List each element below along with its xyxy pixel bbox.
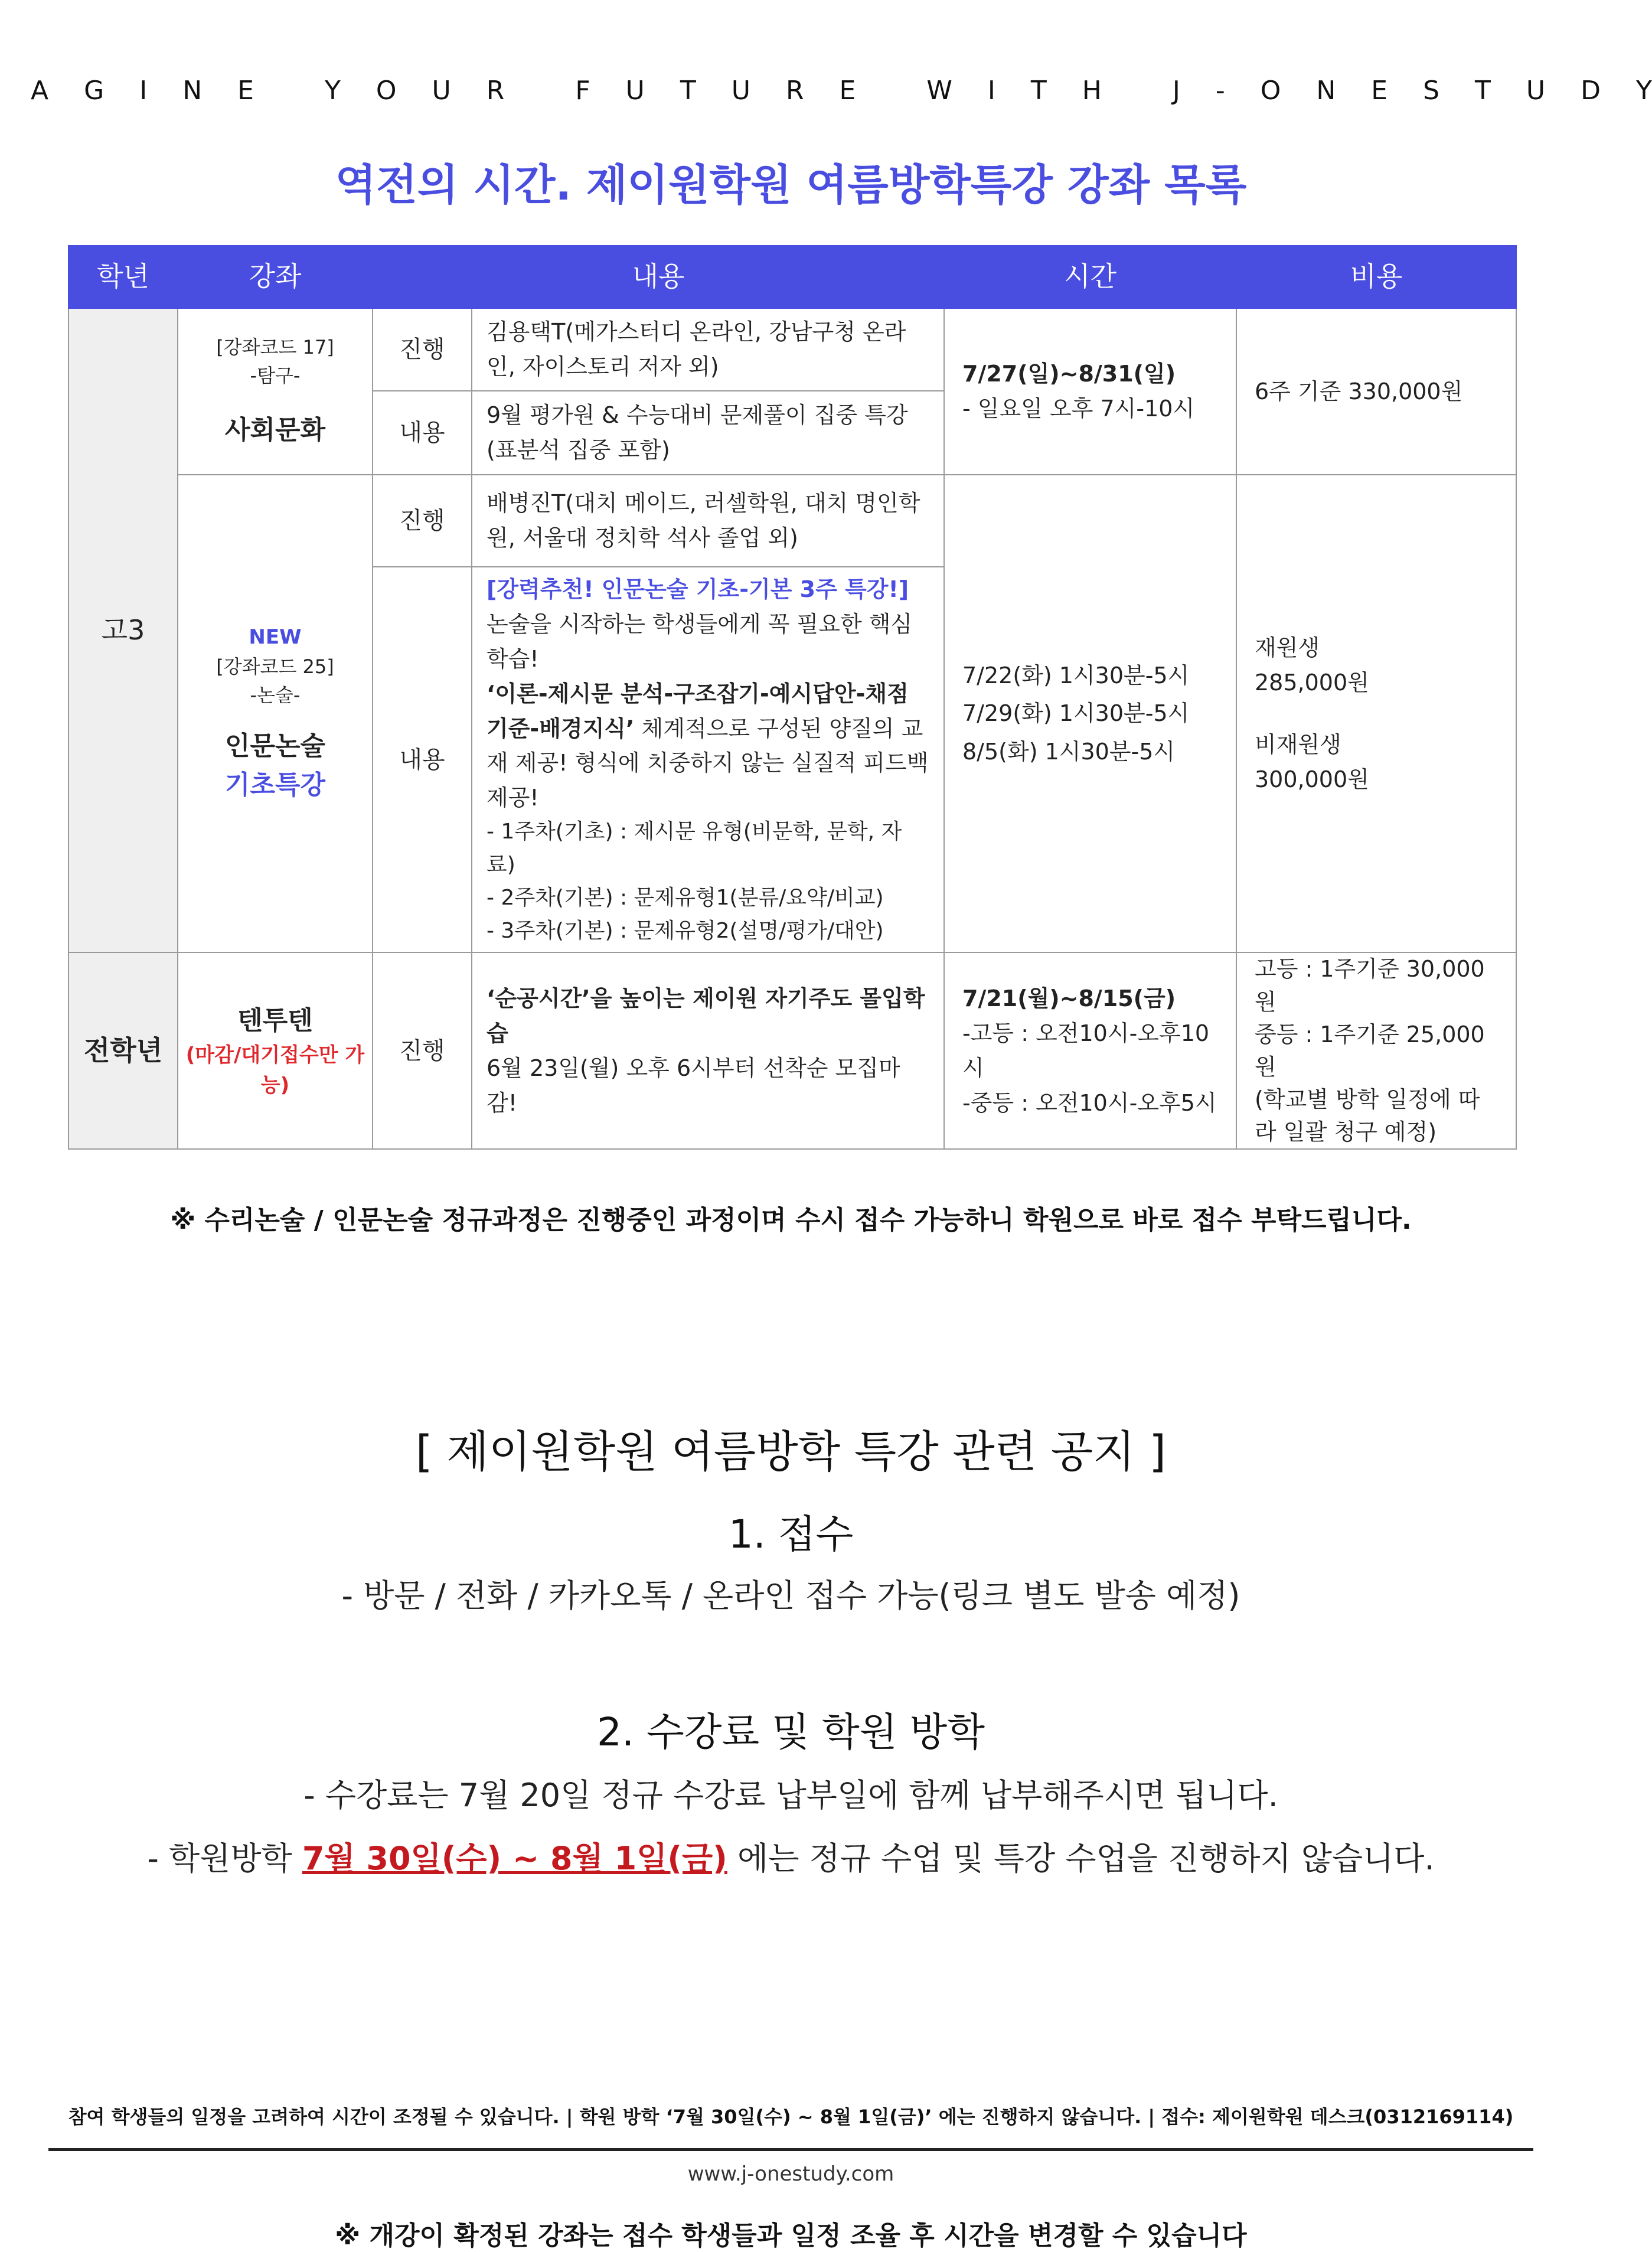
section-1-title: 1. 접수 xyxy=(728,1512,854,1557)
tagline-letter: - xyxy=(1215,76,1225,106)
time-cell xyxy=(944,952,1236,1149)
tagline-letter: G xyxy=(84,76,105,106)
page-title: 역전의 시간. 제이원학원 여름방학특강 강좌 목록 xyxy=(335,160,1247,210)
cost-cell xyxy=(1236,475,1516,952)
time-cell xyxy=(944,308,1236,475)
course-subject: -탐구- xyxy=(250,364,301,387)
content-text: 논술을 시작하는 학생들에게 꼭 필요한 핵심 학습! xyxy=(487,611,913,672)
progress-cell: 배병진T(대치 메이드, 러셀학원, 대치 명인학원, 서울대 정치학 석사 졸업 외) xyxy=(472,475,944,567)
course-code: [강좌코드 25] xyxy=(216,655,334,678)
cost-value: 285,000원 xyxy=(1255,669,1369,696)
row-type-label: 내용 xyxy=(373,567,472,952)
course-name: 사회문화 xyxy=(224,415,325,445)
time-range: 7/27(일)~8/31(일) xyxy=(962,361,1176,387)
tagline-letter: I xyxy=(139,76,148,106)
tagline-letter: S xyxy=(1423,76,1440,106)
row-type-label: 진행 xyxy=(373,475,472,567)
time-session: 7/22(화) 1시30분-5시 xyxy=(962,662,1190,688)
tagline-letter: E xyxy=(1371,76,1388,106)
cost-note: (학교별 방학 일정에 따라 일괄 청구 예정) xyxy=(1255,1086,1480,1145)
tagline-letter: U xyxy=(625,76,645,106)
table-header-row xyxy=(68,246,1516,308)
progress-cell: 김용택T(메가스터디 온라인, 강남구청 온라인, 자이스토리 저자 외) xyxy=(472,308,944,391)
tagline-letter: U xyxy=(432,76,451,106)
course-table xyxy=(68,245,1517,1150)
course-name: 텐투텐 xyxy=(237,1005,313,1036)
header-content: 내용 xyxy=(373,246,944,308)
header-time: 시간 xyxy=(944,246,1236,308)
tagline-letter: F xyxy=(575,76,590,106)
section-2-line-1: - 수강료는 7월 20일 정규 수강료 납부일에 함께 납부해주시면 됩니다. xyxy=(303,1777,1278,1814)
tagline-letter: U xyxy=(1526,76,1546,106)
row-type-label: 진행 xyxy=(373,308,472,391)
row-type-label: 내용 xyxy=(373,391,472,475)
course-name-highlight: 기초특강 xyxy=(224,770,325,801)
tagline-letter: E xyxy=(237,76,254,106)
tagline-letter: N xyxy=(182,76,203,106)
course-name: 인문논술 xyxy=(224,731,325,762)
tagline-letter: Y xyxy=(1636,76,1652,106)
header-course: 강좌 xyxy=(178,246,373,308)
week-item: - 2주차(기본) : 문제유형1(분류/요약/비교) xyxy=(487,885,884,910)
content-headline: [강력추천! 인문논술 기초-기본 3주 특강!] xyxy=(487,576,909,602)
tagline-letter: T xyxy=(680,76,696,106)
tagline-letter: O xyxy=(376,76,397,106)
tagline-letter: J xyxy=(1172,76,1180,106)
time-detail: -중등 : 오전10시-오후5시 xyxy=(962,1089,1217,1116)
header-grade: 학년 xyxy=(68,246,178,308)
cost-value: 중등 : 1주기준 25,000원 xyxy=(1255,1021,1485,1080)
tagline-letter: O xyxy=(1260,76,1281,106)
time-detail: -고등 : 오전10시-오후10시 xyxy=(962,1020,1210,1081)
time-range: 7/21(월)~8/15(금) xyxy=(962,985,1176,1011)
row-type-label: 진행 xyxy=(373,952,472,1149)
footer-info: 참여 학생들의 일정을 고려하여 시간이 조정될 수 있습니다. | 학원 방학 ‘7월 30일(수) ~ 8월 1일(금)’ 에는 진행하지 않습니다. | 접수: 제이원학원 데스크(0312169114) xyxy=(68,2106,1514,2128)
regular-course-notice: ※ 수리논술 / 인문논술 정규과정은 진행중인 과정이며 수시 접수 가능하니 학원으로 바로 접수 부탁드립니다. xyxy=(170,1205,1412,1235)
course-subject: -논술- xyxy=(250,684,301,707)
cost-value: 고등 : 1주기준 30,000원 xyxy=(1255,956,1485,1015)
table-row xyxy=(68,952,1516,1149)
tagline xyxy=(0,76,1652,106)
content-text: 체계적으로 구성된 양질의 교재 제공! 형식에 치중하지 않는 실질적 피드백 제공! xyxy=(487,715,929,811)
time-session: 8/5(화) 1시30분-5시 xyxy=(962,739,1176,765)
time-detail: - 일요일 오후 7시-10시 xyxy=(962,396,1195,422)
content-bold: ‘이론-제시문 분석-구조잡기-예시답안-채점기준-배경지식’ xyxy=(487,680,909,742)
tagline-letter: W xyxy=(926,76,952,106)
vacation-prefix: - 학원방학 xyxy=(147,1840,302,1877)
content-cell: 9월 평가원 & 수능대비 문제풀이 집중 특강 (표분석 집중 포함) xyxy=(472,391,944,475)
section-2-line-2 xyxy=(0,1833,1582,1879)
course-note: (마감/대기접수만 가능) xyxy=(185,1043,365,1097)
tagline-letter: N xyxy=(1316,76,1336,106)
tagline-letter: U xyxy=(731,76,750,106)
content-bold: ‘순공시간’을 높이는 제이원 자기주도 몰입학습 xyxy=(487,985,925,1046)
vacation-suffix: 에는 정규 수업 및 특강 수업을 진행하지 않습니다. xyxy=(727,1840,1435,1877)
footer-divider xyxy=(48,2148,1533,2151)
week-item: - 3주차(기본) : 문제유형2(설명/평가/대안) xyxy=(487,918,884,943)
table-row xyxy=(68,308,1516,391)
cost-cell xyxy=(1236,952,1516,1149)
tagline-letter: H xyxy=(1082,76,1102,106)
footer-url[interactable]: www.j-onestudy.com xyxy=(687,2162,894,2186)
time-cell xyxy=(944,475,1236,952)
vacation-dates: 7월 30일(수) ~ 8월 1일(금) xyxy=(302,1840,727,1877)
cost-value: 300,000원 xyxy=(1255,766,1369,792)
course-cell xyxy=(178,308,373,475)
table-row xyxy=(68,475,1516,567)
header-cost: 비용 xyxy=(1236,246,1516,308)
new-badge: NEW xyxy=(249,625,302,650)
course-code: [강좌코드 17] xyxy=(216,336,334,358)
tagline-letter: T xyxy=(1475,76,1491,106)
tagline-letter: Y xyxy=(324,76,341,106)
tagline-letter: R xyxy=(785,76,804,106)
tagline-letter: T xyxy=(1030,76,1047,106)
cost-cell: 6주 기준 330,000원 xyxy=(1236,308,1516,475)
notice-title: [ 제이원학원 여름방학 특강 관련 공지 ] xyxy=(415,1427,1167,1477)
grade-cell: 전학년 xyxy=(68,952,178,1149)
tagline-letter: I xyxy=(987,76,995,106)
tagline-letter: A xyxy=(31,76,49,106)
tagline-letter: D xyxy=(1581,76,1601,106)
content-cell xyxy=(472,567,944,952)
course-cell xyxy=(178,952,373,1149)
content-cell xyxy=(472,952,944,1149)
section-2-title: 2. 수강료 및 학원 방학 xyxy=(597,1709,985,1755)
footer-notice: ※ 개강이 확정된 강좌는 접수 학생들과 일정 조율 후 시간을 변경할 수 있습니다 xyxy=(335,2221,1247,2251)
cost-label: 비재원생 xyxy=(1255,731,1341,758)
time-session: 7/29(화) 1시30분-5시 xyxy=(962,700,1190,727)
week-item: - 1주차(기초) : 제시문 유형(비문학, 문학, 자료) xyxy=(487,820,902,877)
grade-cell: 고3 xyxy=(68,308,178,952)
course-cell xyxy=(178,475,373,952)
section-1-line: - 방문 / 전화 / 카카오톡 / 온라인 접수 가능(링크 별도 발송 예정) xyxy=(341,1577,1240,1614)
content-text: 6월 23일(월) 오후 6시부터 선착순 모집마감! xyxy=(487,1055,900,1116)
tagline-letter: E xyxy=(839,76,856,106)
cost-label: 재원생 xyxy=(1255,634,1320,661)
tagline-letter: R xyxy=(486,76,505,106)
